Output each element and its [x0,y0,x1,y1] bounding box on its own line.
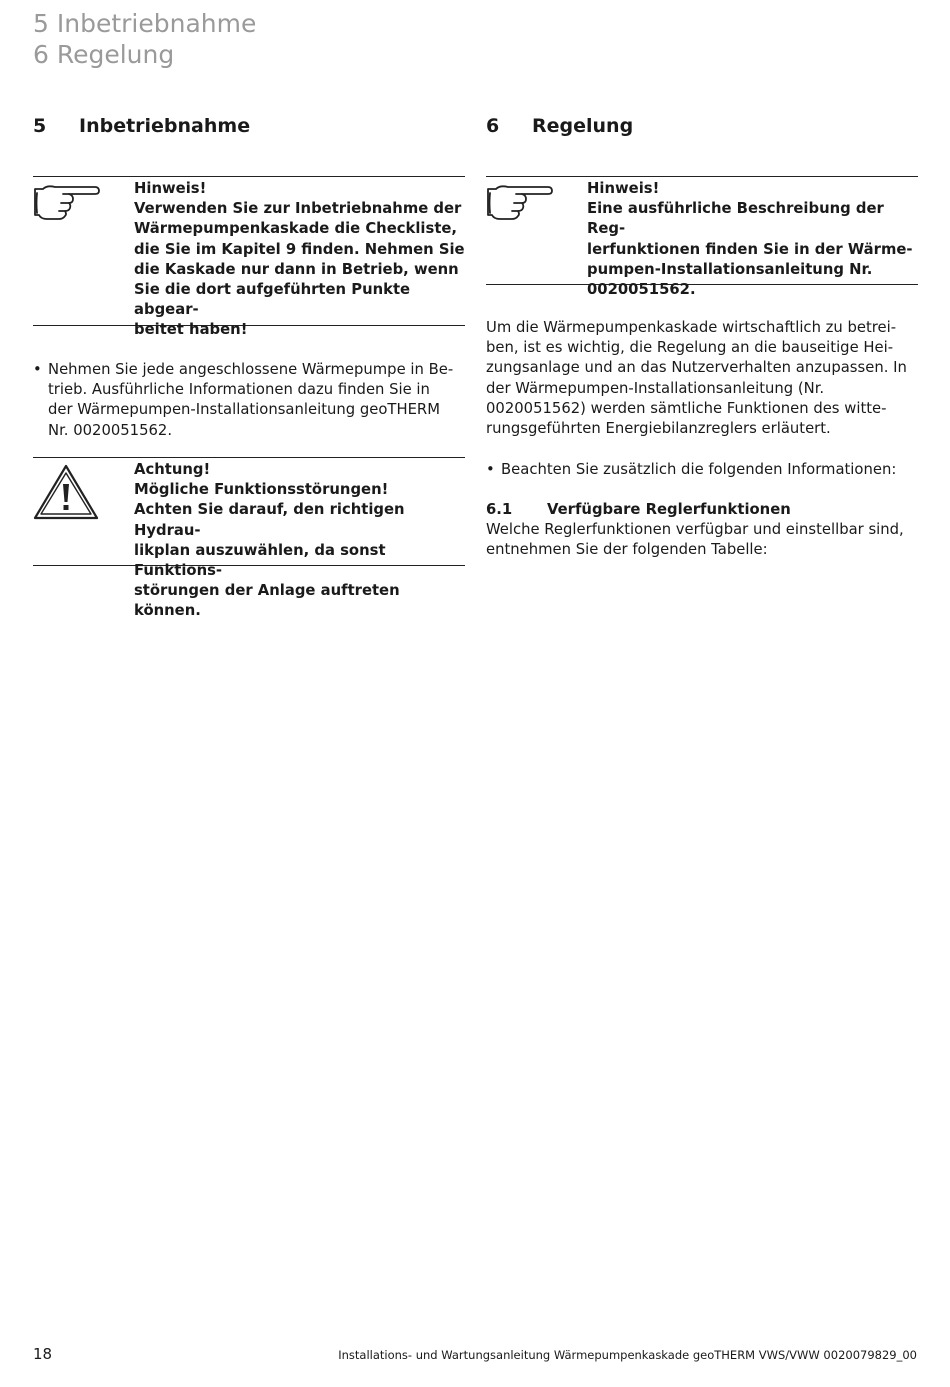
page-number: 18 [33,1345,53,1363]
note-line: lerfunktionen finden Sie in der Wärme- [587,240,913,258]
section-heading-5 [33,114,250,138]
intro-paragraph [486,318,918,439]
pointing-hand-icon [33,183,101,227]
section-heading-6 [486,114,633,138]
bullet-line: der Wärmepumpen-Installationsanleitung geoTHERM [48,401,440,419]
note-line: Verwenden Sie zur Inbetriebnahme der [134,200,462,218]
subsection-number: 6.1 [486,501,513,518]
note-line: Sie die dort aufgeführten Punkte abgear- [134,281,411,319]
note-text [587,179,918,300]
running-head-line-1: 5 Inbetriebnahme [33,9,257,38]
subsection-title: Verfügbare Reglerfunktionen [547,501,791,518]
note-box [486,176,918,299]
pointing-hand-icon [486,183,554,227]
bullet-item [33,360,465,441]
bullet-line: trieb. Ausführliche Informationen dazu finden Sie in [48,381,430,399]
note-line: pumpen-Installationsanleitung Nr. [587,260,873,278]
subsection-line: entnehmen Sie der folgenden Tabelle: [486,541,768,559]
note-line: 0020051562. [587,281,696,299]
running-head-line-2: 6 Regelung [33,40,175,69]
intro-line: 0020051562) werden sämtliche Funktionen des witte- [486,399,887,417]
note-line: die Kaskade nur dann in Betrieb, wenn [134,260,459,278]
section-number: 5 [33,115,47,137]
intro-line: rungsgeführten Energiebilanzreglers erläutert. [486,420,831,438]
intro-line: zungsanlage und an das Nutzerverhalten anzupassen. In [486,359,907,377]
section-title: Inbetriebnahme [79,115,251,137]
note-title: Hinweis! [587,180,660,197]
warning-subtitle: Mögliche Funktionsstörungen! [134,481,389,499]
running-head [33,8,256,70]
intro-line: ben, ist es wichtig, die Regelung an die bauseitige Hei- [486,339,894,357]
note-box [33,176,465,339]
section-number: 6 [486,115,500,137]
warning-box [33,457,465,620]
bullet-line: • Nehmen Sie jede angeschlossene Wärmepumpe in Be- [48,361,454,378]
note-title: Hinweis! [134,180,207,197]
warning-line: Achten Sie darauf, den richtigen Hydrau- [134,501,405,539]
bullet-line: Nr. 0020051562. [48,421,173,439]
note-line: die Sie im Kapitel 9 finden. Nehmen Sie [134,240,465,258]
footer-document-title: Installations- und Wartungsanleitung Wärmepumpenkaskade geoTHERM VWS/VWW 0020079829_00 [338,1348,917,1362]
subsection-paragraph [486,520,918,560]
warning-text [134,460,465,622]
warning-triangle-icon [33,464,99,524]
note-text [134,179,465,341]
bullet-item: • Beachten Sie zusätzlich die folgenden Informationen: [486,460,918,480]
note-line: beitet haben! [134,321,248,339]
warning-line: likplan auszuwählen, da sonst Funktions- [134,541,386,580]
intro-line: der Wärmepumpen-Installationsanleitung (Nr. [486,379,825,397]
warning-title: Achtung! [134,461,211,478]
warning-line: störungen der Anlage auftreten können. [134,582,400,620]
subsection-line: Welche Reglerfunktionen verfügbar und einstellbar sind, [486,521,904,538]
note-line: Eine ausführliche Beschreibung der Reg- [587,200,884,238]
note-line: Wärmepumpenkaskade die Checkliste, [134,220,458,238]
section-title: Regelung [532,115,634,137]
intro-line: Um die Wärmepumpenkaskade wirtschaftlich zu betrei- [486,319,897,336]
subsection-heading [486,500,791,520]
